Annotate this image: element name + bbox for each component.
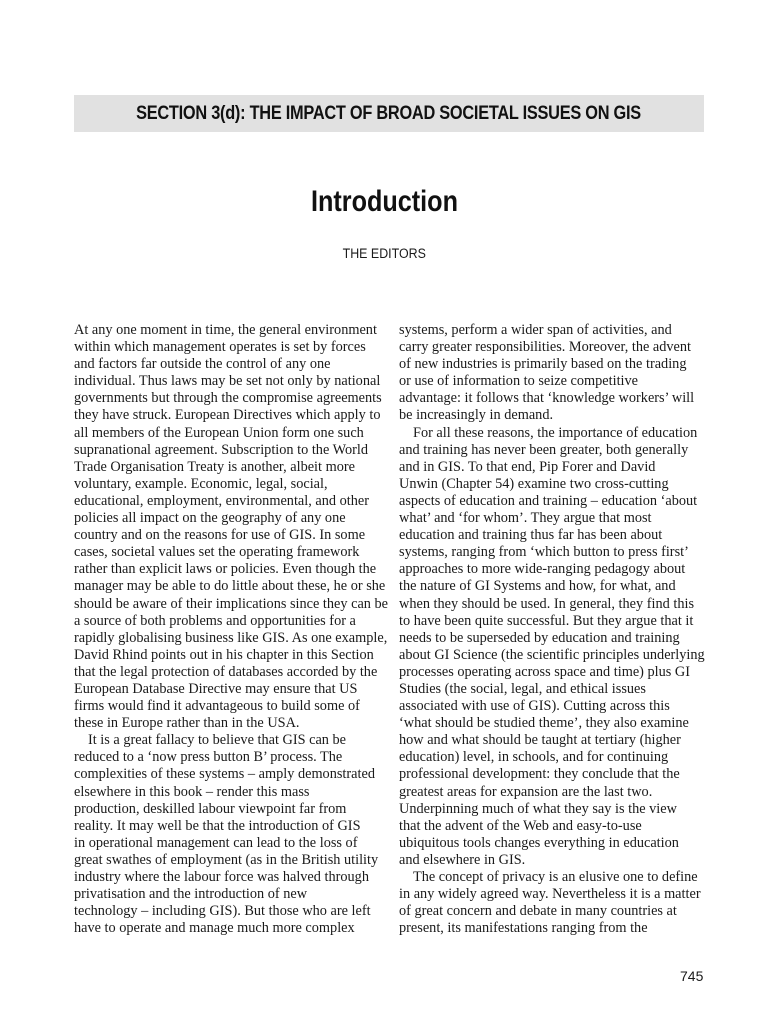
text-line: when they should be used. In general, they find this: [399, 595, 695, 612]
text-line: complexities of these systems – amply demonstrated: [74, 766, 375, 783]
text-line: cases, societal values set the operating framework: [74, 544, 360, 561]
text-line: what’ and ‘for whom’. They argue that most: [399, 510, 652, 527]
text-line: David Rhind points out in his chapter in this Section: [74, 646, 374, 663]
text-line: all members of the European Union form one such: [74, 424, 364, 441]
text-line: great swathes of employment (as in the British utility: [74, 851, 379, 868]
text-line: systems, ranging from ‘which button to press first’: [399, 544, 689, 561]
text-line: should be aware of their implications since they can be: [74, 595, 389, 612]
text-line: and elsewhere in GIS.: [399, 851, 526, 868]
chapter-title: Introduction: [310, 185, 458, 218]
text-line: supranational agreement. Subscription to the World: [74, 441, 368, 458]
text-line: or use of information to seize competitive: [399, 373, 639, 390]
text-line: At any one moment in time, the general environment: [74, 322, 377, 338]
text-line: that the advent of the Web and easy-to-use: [399, 817, 642, 834]
text-line: how and what should be taught at tertiary (higher: [399, 732, 681, 749]
text-line: professional development: they conclude that the: [399, 766, 680, 783]
text-line: of great concern and debate in many countries at: [399, 903, 677, 920]
text-line: European Database Directive may ensure that US: [74, 680, 358, 697]
text-line: policies all impact on the geography of any one: [74, 510, 346, 527]
text-line: production, deskilled labour viewpoint far from: [74, 800, 347, 817]
text-line: about GI Science (the scientific principles underlying: [399, 646, 705, 663]
text-line: processes operating across space and time) plus GI: [399, 663, 691, 680]
section-banner: [74, 95, 704, 132]
text-line: manager may be able to do little about these, he or she: [74, 578, 386, 595]
text-line: carry greater responsibilities. Moreover, the advent: [399, 339, 692, 356]
author-byline: THE EDITORS: [342, 246, 426, 261]
text-line: of new industries is primarily based on the trading: [399, 356, 687, 373]
text-line: firms would find it advantageous to build some of: [74, 698, 360, 715]
text-line: privatisation and the introduction of new: [74, 886, 308, 903]
body-column-left: [74, 322, 389, 937]
text-line: systems, perform a wider span of activities, and: [399, 322, 672, 338]
body-column-right: [399, 322, 714, 937]
text-line: ubiquitous tools changes everything in education: [399, 834, 679, 851]
text-line: education) level, in schools, and for continuing: [399, 749, 669, 766]
text-line: be increasingly in demand.: [399, 407, 554, 424]
text-line: rather than explicit laws or policies. Even though the: [74, 561, 377, 578]
text-line: individual. Thus laws may be set not only by national: [74, 373, 381, 390]
text-line: the nature of GI Systems and how, for what, and: [399, 578, 676, 595]
text-line: For all these reasons, the importance of education: [413, 424, 698, 441]
text-line: It is a great fallacy to believe that GIS can be: [88, 732, 347, 749]
text-line: within which management operates is set by forces: [74, 339, 366, 356]
text-line: needs to be superseded by education and training: [399, 629, 680, 646]
page-number: 745: [680, 968, 704, 984]
text-line: advantage: it follows that ‘knowledge workers’ will: [399, 390, 695, 407]
text-line: governments but through the compromise agreements: [74, 390, 382, 407]
text-line: Underpinning much of what they say is the view: [399, 800, 677, 817]
text-line: these in Europe rather than in the USA.: [74, 715, 300, 732]
text-line: voluntary, example. Economic, legal, social,: [74, 475, 328, 492]
text-line: aspects of education and training – education ‘about: [399, 492, 698, 509]
text-line: elsewhere in this book – render this mass: [74, 783, 310, 800]
text-line: rapidly globalising business like GIS. As one example,: [74, 629, 388, 646]
text-line: they have struck. European Directives which apply to: [74, 407, 381, 424]
text-line: technology – including GIS). But those who are left: [74, 903, 371, 920]
text-line: and factors far outside the control of any one: [74, 356, 331, 373]
text-line: country and on the reasons for use of GIS. In some: [74, 527, 366, 544]
text-line: industry where the labour force was halved through: [74, 869, 369, 885]
text-line: associated with use of GIS). Cutting across this: [399, 698, 670, 715]
text-line: reduced to a ‘now press button B’ process. The: [74, 749, 343, 766]
text-line: The concept of privacy is an elusive one to define: [413, 869, 698, 885]
text-line: greatest areas for expansion are the last two.: [399, 783, 653, 800]
text-line: Studies (the social, legal, and ethical issues: [399, 680, 646, 697]
text-line: reality. It may well be that the introduction of GIS: [74, 817, 361, 834]
text-line: approaches to more wide-ranging pedagogy about: [399, 561, 686, 578]
text-line: present, its manifestations ranging from the: [399, 920, 648, 937]
text-line: educational, employment, environmental, and other: [74, 492, 369, 509]
text-line: and training has never been greater, both generally: [399, 441, 689, 458]
text-line: in operational management can lead to the loss of: [74, 834, 358, 851]
text-line: and in GIS. To that end, Pip Forer and David: [399, 458, 656, 475]
text-line: ‘what should be studied theme’, they also examine: [399, 715, 689, 732]
text-line: a source of both problems and opportunities for a: [74, 612, 356, 629]
text-line: have to operate and manage much more complex: [74, 920, 355, 937]
text-line: to have been quite successful. But they argue that it: [399, 612, 694, 629]
section-heading: SECTION 3(d): THE IMPACT OF BROAD SOCIETAL ISSUES ON GIS: [136, 102, 642, 124]
text-line: that the legal protection of databases accorded by the: [74, 663, 378, 680]
text-line: Unwin (Chapter 54) examine two cross-cutting: [399, 475, 669, 492]
text-line: in any widely agreed way. Nevertheless it is a matter: [399, 886, 701, 903]
text-line: Trade Organisation Treaty is another, albeit more: [74, 458, 355, 475]
text-line: education and training thus far has been about: [399, 527, 663, 544]
